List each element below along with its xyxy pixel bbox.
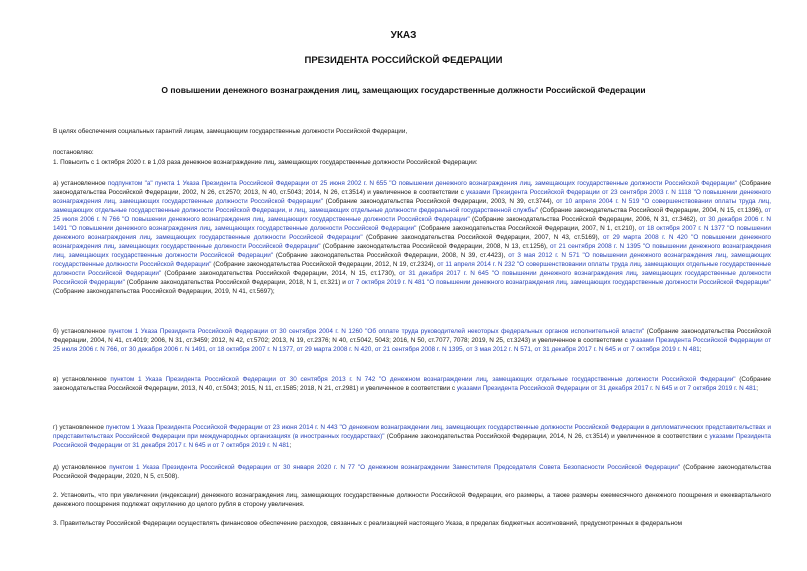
paragraph-text: в) установленное	[53, 376, 111, 383]
paragraph-text: д) установленное	[53, 464, 110, 471]
paragraph-text: (Собрание законодательства Российской Федерации, 2012, N 19, ст.2324),	[211, 261, 438, 268]
legal-reference-link[interactable]: пунктом 1 Указа Президента Российской Федерации от 30 сентября 2004 г. N 1260 "Об оплате труда руководителей некоторых федеральных органов исполнительной власти"	[108, 328, 645, 335]
paragraph-text: (Собрание законодательства Российской Федерации, 2003, N 39, ст.3744),	[322, 198, 557, 205]
item-2: 2. Установить, что при увеличении (индексации) денежного вознаграждения лиц, замещающих государственные должности Российской Федерации, его размеры, а также размеры ежемесячного денежного поощрения и ежеквартального денежного поощрения подлежат округлению до целого рубля в сторону увеличения.	[53, 492, 771, 508]
legal-reference-link[interactable]: от 3 мая 2012 г. N 571 "О повышении денежного вознаграждения лиц, замещающих государственные должности Российской Федерации"	[53, 252, 771, 268]
legal-reference-link[interactable]: указами Президента Российской Федерации от 25 июля 2006 г. N 766, от 30 декабря 2006 г. N 1491, от 18 октября 2007 г. N 1377, от 29 марта 2008 г. N 420, от 21 сентября 2008 г. N 1395, от 3 мая 2012 г. N 571, от 31 декабря 2017 г. N 645 и от 7 октября 2019 г. N 481	[53, 337, 771, 353]
legal-reference-link[interactable]: пунктом 1 Указа Президента Российской Федерации от 30 сентября 2013 г. N 742 "О денежном вознаграждении лиц, замещающих отдельные государственные должности Российской Федерации"	[110, 376, 736, 383]
paragraph-text: ;	[756, 385, 759, 392]
legal-reference-link[interactable]: пунктом 1 Указа Президента Российской Федерации от 23 июня 2014 г. N 443 "О денежном вознаграждении лиц, замещающих государственные должности Российской Федерации в дипломатических представительствах и представительствах Российской Федерации при международных организациях (в иностранных государствах)"	[53, 424, 771, 440]
subitem-b	[53, 327, 771, 354]
decree-word: постановляю:	[53, 149, 94, 156]
paragraph-text: (Собрание законодательства Российской Федерации, 2008, N 13, ст.1256),	[320, 243, 551, 250]
paragraph-text: (Собрание законодательства Российской Федерации, 2020, N 5, ст.508).	[53, 464, 772, 480]
legal-reference-link[interactable]: от 10 апреля 2004 г. N 519 "О совершенствовании оплаты труда лиц, замещающих отдельные государственные должности Российской Федерации, и лиц, замещающих отдельные должности федеральной государственной службы"	[53, 198, 771, 214]
paragraph-text: (Собрание законодательства Российской Федерации, 2014, N 15, ст.1730),	[161, 270, 399, 277]
paragraph-text: (Собрание законодательства Российской Федерации, 2014, N 26, ст.3514) и увеличенное в соответствии с	[384, 433, 710, 440]
subitem-v	[53, 375, 771, 393]
legal-reference-link[interactable]: от 7 октября 2019 г. N 481 "О повышении денежного вознаграждения лиц, замещающих государственные должности Российской Федерации"	[347, 279, 771, 286]
legal-reference-link[interactable]: указами Президента Российской Федерации от 23 сентября 2003 г. N 1118 "О повышении денежного вознаграждения лиц, замещающих государственные должности Российской Федерации"	[53, 189, 771, 205]
paragraph-text: (Собрание законодательства Российской Федерации, 2006, N 31, ст.3462),	[469, 216, 700, 223]
paragraph-text: (Собрание законодательства Российской Федерации, 2004, N 15, ст.1396),	[538, 207, 765, 214]
legal-reference-link[interactable]: от 30 декабря 2006 г. N 1491 "О повышении денежного вознаграждения лиц, замещающих государственные должности Российской Федерации"	[53, 216, 771, 232]
paragraph-text: (Собрание законодательства Российской Федерации, 2007, N 43, ст.5169),	[362, 234, 603, 241]
legal-reference-link[interactable]: подпунктом "а" пункта 1 Указа Президента Российской Федерации от 25 июня 2002 г. N 655 "О повышении денежного вознаграждения лиц, замещающих государственные должности Российской Федерации"	[107, 180, 737, 187]
intro-paragraph: В целях обеспечения социальных гарантий лицам, замещающим государственные должности Российской Федерации,	[53, 128, 408, 135]
legal-reference-link[interactable]: пунктом 1 Указа Президента Российской Федерации от 30 января 2020 г. N 77 "О денежном вознаграждении Заместителя Председателя Совета Безопасности Российской Федерации"	[109, 464, 681, 471]
paragraph-text: ;	[289, 442, 292, 449]
subitem-d	[53, 463, 771, 481]
legal-reference-link[interactable]: указами Президента Российской Федерации от 31 декабря 2017 г. N 645 и от 7 октября 2019 г. N 481	[456, 385, 757, 392]
paragraph-text: (Собрание законодательства Российской Федерации, 2007, N 1, ст.210),	[416, 225, 639, 232]
legal-reference-link[interactable]: от 25 июля 2006 г. N 766 "О повышении денежного вознаграждения лиц, замещающих государственные должности Российской Федерации"	[53, 207, 771, 223]
paragraph-text: б) установленное	[53, 328, 109, 335]
paragraph-text: (Собрание законодательства Российской Федерации, 2013, N 40, ст.5043; 2015, N 11, ст.1585; 2018, N 21, ст.2981) и увеличенное в соответствии с	[53, 376, 771, 392]
paragraph-text: (Собрание законодательства Российской Федерации, 2004, N 41, ст.4019; 2006, N 31, ст.3459; 2012, N 42, ст.5702; 2013, N 19, ст.2376; N 40, ст.5042, 5043; 2016, N 50, ст.7077, 7078; 2019, N 25, ст.3243) и увеличенное в соответствии с	[53, 328, 772, 344]
paragraph-text: г) установленное	[53, 424, 106, 431]
legal-reference-link[interactable]: от 11 апреля 2014 г. N 232 "О совершенствовании оплаты труда лиц, замещающих отдельные государственные должности Российской Федерации"	[53, 261, 771, 277]
paragraph-text: (Собрание законодательства Российской Федерации, 2018, N 1, ст.321) и	[124, 279, 348, 286]
legal-reference-link[interactable]: от 31 декабря 2017 г. N 645 "О повышении денежного вознаграждения лиц, замещающих государственные должности Российской Федерации"	[53, 270, 771, 286]
item-3: 3. Правительству Российской Федерации осуществлять финансовое обеспечение расходов, связанных с реализацией настоящего Указа, в пределах бюджетных ассигнований, предусмотренных в федеральном	[53, 520, 683, 527]
paragraph-text: а) установленное	[53, 180, 108, 187]
paragraph-text: (Собрание законодательства Российской Федерации, 2019, N 41, ст.5697);	[53, 288, 275, 295]
subitem-a	[53, 179, 771, 296]
paragraph-text: (Собрание законодательства Российской Федерации, 2002, N 26, ст.2570; 2013, N 40, ст.5043; 2014, N 26, ст.3514) и увеличенное в соответствии с	[53, 180, 772, 196]
paragraph-text: ;	[699, 346, 702, 353]
legal-reference-link[interactable]: от 18 октября 2007 г. N 1377 "О повышении денежного вознаграждения лиц, замещающих государственные должности Российской Федерации"	[53, 225, 771, 241]
doc-issuer: ПРЕЗИДЕНТА РОССИЙСКОЙ ФЕДЕРАЦИИ	[304, 55, 503, 66]
legal-reference-link[interactable]: от 21 сентября 2008 г. N 1395 "О повышении денежного вознаграждения лиц, замещающих государственные должности Российской Федерации"	[53, 243, 771, 259]
item-1: 1. Повысить с 1 октября 2020 г. в 1,03 раза денежное вознаграждение лиц, замещающих государственные должности Российской Федерации:	[53, 159, 478, 166]
doc-subject: О повышении денежного вознаграждения лиц, замещающих государственные должности Российской Федерации	[161, 85, 646, 95]
paragraph-text: (Собрание законодательства Российской Федерации, 2008, N 39, ст.4423),	[273, 252, 509, 259]
legal-reference-link[interactable]: от 29 марта 2008 г. N 420 "О повышении денежного вознаграждения лиц, замещающих государственные должности Российской Федерации"	[53, 234, 771, 250]
legal-reference-link[interactable]: указами Президента Российской Федерации от 31 декабря 2017 г. N 645 и от 7 октября 2019 г. N 481	[53, 433, 771, 449]
subitem-g	[53, 423, 771, 450]
doc-title: УКАЗ	[390, 30, 417, 41]
